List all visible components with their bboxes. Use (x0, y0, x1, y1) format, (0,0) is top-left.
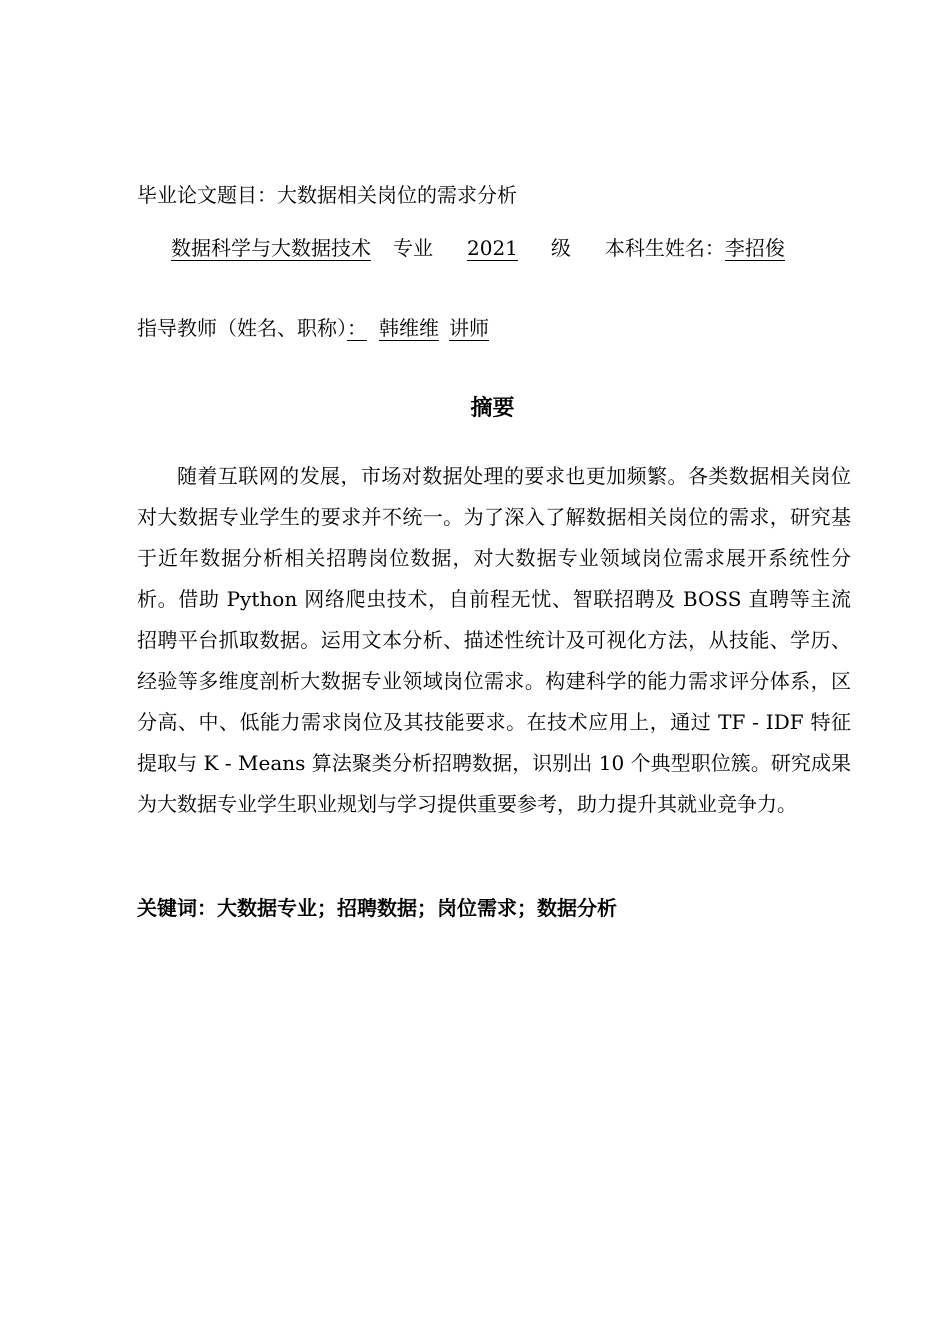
advisor-field (347, 316, 555, 340)
advisor-line (137, 314, 555, 342)
abstract-heading: 摘要 (470, 396, 515, 421)
keywords-value: 大数据专业；招聘数据；岗位需求；数据分析 (217, 896, 617, 920)
thesis-title-line (137, 181, 517, 209)
major-field (137, 236, 393, 260)
year-label: 级 (550, 236, 571, 260)
advisor-title: 讲师 (449, 316, 489, 340)
advisor-colon: ： (347, 316, 367, 340)
thesis-title-label: 毕业论文题目： (137, 183, 277, 207)
thesis-title-value: 大数据相关岗位的需求分析 (277, 183, 517, 207)
advisor-name: 韩维维 (379, 316, 439, 340)
student-label: 本科生姓名： (604, 236, 725, 260)
keywords-label: 关键词： (137, 896, 217, 920)
year-value: 2021 (467, 236, 518, 260)
student-name: 李招俊 (724, 236, 785, 260)
year-field (433, 236, 551, 260)
major-value: 数据科学与大数据技术 (171, 236, 371, 260)
keywords-line (137, 894, 617, 922)
major-label: 专业 (393, 236, 433, 260)
advisor-label: 指导教师（姓名、职称） (137, 316, 347, 340)
major-line (137, 234, 785, 262)
abstract-body: 随着互联网的发展，市场对数据处理的要求也更加频繁。各类数据相关岗位对大数据专业学生的要求并不统一。为了深入了解数据相关岗位的需求，研究基于近年数据分析相关招聘岗位数据，对大数据专业领域岗位需求展开系统性分析。借助 Python 网络爬虫技术，自前程无忧、智联招聘及 BOSS 直聘等主流招聘平台抓取数据。运用文本分析、描述性统计及可视化方法，从技能、学历、经验等多维度剖析大数据专业领域岗位需求。构建科学的能力需求评分体系，区分高、中、低能力需求岗位及其技能要求。在技术应用上，通过 TF - IDF 特征提取与 K - Means 算法聚类分析招聘数据，识别出 10 个典型职位簇。研究成果为大数据专业学生职业规划与学习提供重要参考，助力提升其就业竞争力。 (137, 464, 851, 816)
